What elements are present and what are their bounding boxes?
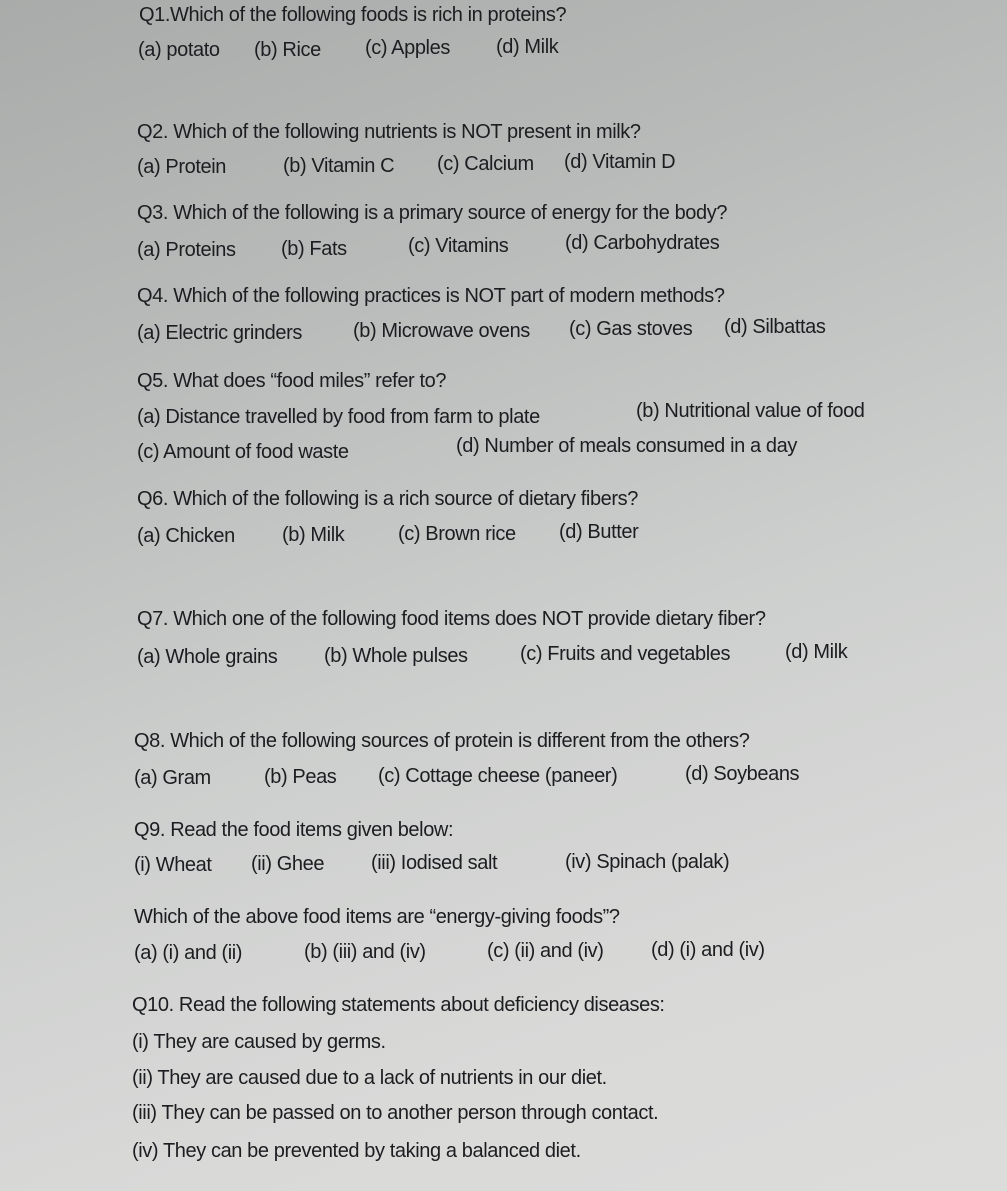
question-9-subquestion: Which of the above food items are “energy-giving foods”? (134, 906, 620, 928)
question-10-text: Q10. Read the following statements about deficiency diseases: (132, 994, 665, 1016)
q2-option-a: (a) Protein (137, 156, 226, 178)
q5-option-a: (a) Distance travelled by food from farm to plate (137, 406, 540, 428)
q1-option-d: (d) Milk (496, 36, 559, 58)
question-3-text: Q3. Which of the following is a primary source of energy for the body? (137, 202, 728, 224)
q3-option-b: (b) Fats (281, 238, 347, 260)
q4-option-b: (b) Microwave ovens (353, 320, 530, 342)
q6-option-d: (d) Butter (559, 521, 639, 543)
q4-option-a: (a) Electric grinders (137, 322, 302, 344)
q9-item-iii: (iii) Iodised salt (371, 852, 498, 874)
question-5-text: Q5. What does “food miles” refer to? (137, 370, 447, 392)
question-8-text: Q8. Which of the following sources of protein is different from the others? (134, 730, 750, 752)
q4-option-c: (c) Gas stoves (569, 318, 693, 340)
q9-option-d: (d) (i) and (iv) (651, 939, 765, 961)
question-9-text: Q9. Read the food items given below: (134, 819, 454, 841)
q6-option-c: (c) Brown rice (398, 523, 516, 545)
question-2-text: Q2. Which of the following nutrients is NOT present in milk? (137, 121, 641, 143)
q9-option-a: (a) (i) and (ii) (134, 942, 243, 964)
q3-option-d: (d) Carbohydrates (565, 232, 720, 254)
question-7-text: Q7. Which one of the following food items does NOT provide dietary fiber? (137, 608, 766, 630)
q9-item-i: (i) Wheat (134, 854, 212, 876)
q10-statement-ii: (ii) They are caused due to a lack of nutrients in our diet. (132, 1067, 607, 1089)
q6-option-b: (b) Milk (282, 524, 345, 546)
q3-option-c: (c) Vitamins (408, 235, 509, 257)
q4-option-d: (d) Silbattas (724, 316, 826, 338)
q7-option-a: (a) Whole grains (137, 646, 278, 668)
q8-option-c: (c) Cottage cheese (paneer) (378, 765, 618, 787)
q6-option-a: (a) Chicken (137, 525, 235, 547)
q8-option-a: (a) Gram (134, 767, 211, 789)
q8-option-d: (d) Soybeans (685, 763, 800, 785)
q8-option-b: (b) Peas (264, 766, 337, 788)
q1-option-c: (c) Apples (365, 37, 450, 59)
q9-option-b: (b) (iii) and (iv) (304, 941, 426, 963)
q2-option-b: (b) Vitamin C (283, 155, 395, 177)
q5-option-d: (d) Number of meals consumed in a day (456, 435, 797, 457)
q3-option-a: (a) Proteins (137, 239, 236, 261)
q1-option-a: (a) potato (138, 39, 220, 61)
question-6-text: Q6. Which of the following is a rich source of dietary fibers? (137, 488, 638, 510)
question-4-text: Q4. Which of the following practices is NOT part of modern methods? (137, 285, 725, 307)
q7-option-b: (b) Whole pulses (324, 645, 468, 667)
q7-option-d: (d) Milk (785, 641, 848, 663)
q5-option-b: (b) Nutritional value of food (636, 400, 865, 422)
q9-item-iv: (iv) Spinach (palak) (565, 851, 730, 873)
question-1-text: Q1.Which of the following foods is rich in proteins? (139, 4, 567, 26)
q10-statement-i: (i) They are caused by germs. (132, 1031, 386, 1053)
q9-option-c: (c) (ii) and (iv) (487, 940, 604, 962)
q10-statement-iii: (iii) They can be passed on to another person through contact. (132, 1102, 659, 1124)
q2-option-d: (d) Vitamin D (564, 151, 676, 173)
q1-option-b: (b) Rice (254, 39, 321, 61)
q10-statement-iv: (iv) They can be prevented by taking a balanced diet. (132, 1140, 581, 1162)
q9-item-ii: (ii) Ghee (251, 853, 325, 875)
q5-option-c: (c) Amount of food waste (137, 441, 349, 463)
q2-option-c: (c) Calcium (437, 153, 534, 175)
q7-option-c: (c) Fruits and vegetables (520, 643, 731, 665)
